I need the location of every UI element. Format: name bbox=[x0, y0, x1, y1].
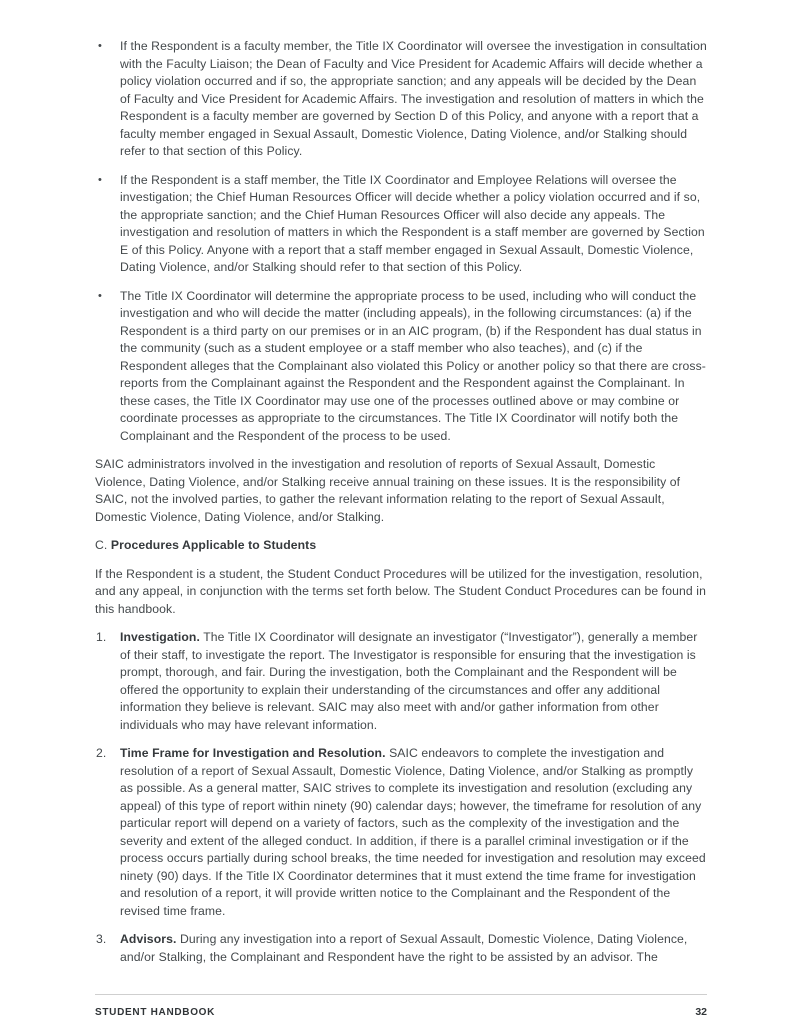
bullet-item-faculty bbox=[95, 38, 708, 161]
bullet-item-staff bbox=[95, 172, 708, 277]
numbered-lead: Investigation. bbox=[120, 630, 200, 644]
numbered-lead: Time Frame for Investigation and Resolution. bbox=[120, 746, 386, 760]
bullet-marker: • bbox=[98, 289, 102, 302]
list-number: 1. bbox=[96, 630, 107, 644]
footer-title: STUDENT HANDBOOK bbox=[95, 1007, 216, 1018]
page-content bbox=[95, 38, 708, 977]
numbered-text-investigation bbox=[120, 629, 708, 734]
bullet-item-process bbox=[95, 288, 708, 446]
section-heading bbox=[95, 537, 708, 555]
section-title: Procedures Applicable to Students bbox=[110, 538, 317, 552]
section-letter: C. bbox=[95, 538, 108, 552]
numbered-lead: Advisors. bbox=[120, 932, 177, 946]
bullet-text-faculty: If the Respondent is a faculty member, the Title IX Coordinator will oversee the investigation in consultation with the Faculty Liaison; the Dean of Faculty and Vice President for Academic Affairs will decide whether a policy violation occurred and if so, the appropriate sanction; and any appeals will be decided by the Dean of Faculty and Vice President for Academic Affairs. The investigation and resolution of matters in which the Respondent is a faculty member are governed by Section D of this Policy, and anyone with a report that a faculty member engaged in Sexual Assault, Domestic Violence, Dating Violence, and/or Stalking should refer to that section of this Policy. bbox=[120, 39, 707, 158]
page-footer bbox=[95, 994, 707, 1018]
list-number: 3. bbox=[96, 932, 107, 946]
list-number: 2. bbox=[96, 746, 107, 760]
numbered-body: The Title IX Coordinator will designate an investigator (“Investigator”), generally a member of their staff, to investigate the report. The Investigator is responsible for ensuring that the investigation is prompt, thorough, and fair. During the investigation, both the Complainant and the Respondent will be offered the opportunity to explain their understanding of the circumstances and offer any additional information they believe is relevant. SAIC may also meet with and/or gather information from other individuals who may have relevant information. bbox=[120, 630, 698, 732]
numbered-item-advisors bbox=[95, 931, 708, 966]
bullet-text-process: The Title IX Coordinator will determine the appropriate process to be used, including who will conduct the investigation and who will decide the matter (including appeals), in the following circumstances: (a) if the Respondent is a third party on our premises or in an AIC program, (b) if the Respondent has dual status in the community (such as a student employee or a staff member who also teaches), and (c) if the Respondent alleges that the Complainant also violated this Policy or another policy so that there are cross-reports from the Complainant against the Respondent and the Respondent against the Complainant. In these cases, the Title IX Coordinator may use one of the processes outlined above or may combine or coordinate processes as appropriate to the circumstances. The Title IX Coordinator will notify both the Complainant and the Respondent of the process to be used. bbox=[120, 288, 706, 443]
bullet-marker: • bbox=[98, 40, 102, 52]
numbered-body: SAIC endeavors to complete the investigation and resolution of a report of Sexual Assault, Domestic Violence, Dating Violence, and/or Stalking as promptly as possible. As a general matter, SAIC strives to complete its investigation and resolution (excluding any appeal) of this type of report within ninety (90) calendar days; however, the timeframe for resolution of any particular report will depend on a variety of factors, such as the complexity of the investigation and the severity and extent of the alleged conduct. In addition, if there is a parallel criminal investigation or if the process occurs partially during school breaks, the time needed for investigation and resolution may exceed ninety (90) days. If the Title IX Coordinator determines that it must extend the time frame for investigation and resolution of a report, it will provide written notice to the Complainant and the Respondent of the revised time frame. bbox=[120, 746, 706, 918]
numbered-body: During any investigation into a report of Sexual Assault, Domestic Violence, Dating Violence, and/or Stalking, the Complainant and Respondent have the right to be assisted by an advisor. The bbox=[120, 932, 688, 964]
numbered-text-timeframe bbox=[120, 745, 708, 920]
bullet-marker: • bbox=[98, 173, 102, 186]
student-paragraph: If the Respondent is a student, the Student Conduct Procedures will be utilized for the investigation, resolution, and any appeal, in conjunction with the terms set forth below. The Student Conduct Procedures can be found in this handbook. bbox=[95, 566, 706, 616]
bullet-text-staff: If the Respondent is a staff member, the Title IX Coordinator and Employee Relations will oversee the investigation; the Chief Human Resources Officer will decide whether a policy violation occurred and if so, the appropriate sanction; and the Chief Human Resources Officer will also decide any appeals. The investigation and resolution of matters in which the Respondent is a staff member are governed by Section E of this Policy. Anyone with a report that a staff member engaged in Sexual Assault, Domestic Violence, Dating Violence, and/or Stalking should refer to that section of this Policy. bbox=[120, 172, 705, 274]
page-number: 32 bbox=[695, 1006, 707, 1018]
numbered-item-investigation bbox=[95, 629, 708, 734]
numbered-item-timeframe bbox=[95, 745, 708, 920]
numbered-text-advisors bbox=[120, 931, 708, 966]
training-paragraph: SAIC administrators involved in the investigation and resolution of reports of Sexual Assault, Domestic Violence, Dating Violence, and/or Stalking receive annual training on these issues. It is the responsibility of SAIC, not the involved parties, to gather the relevant information relating to the report of Sexual Assault, Domestic Violence, Dating Violence, and/or Stalking. bbox=[95, 457, 681, 524]
